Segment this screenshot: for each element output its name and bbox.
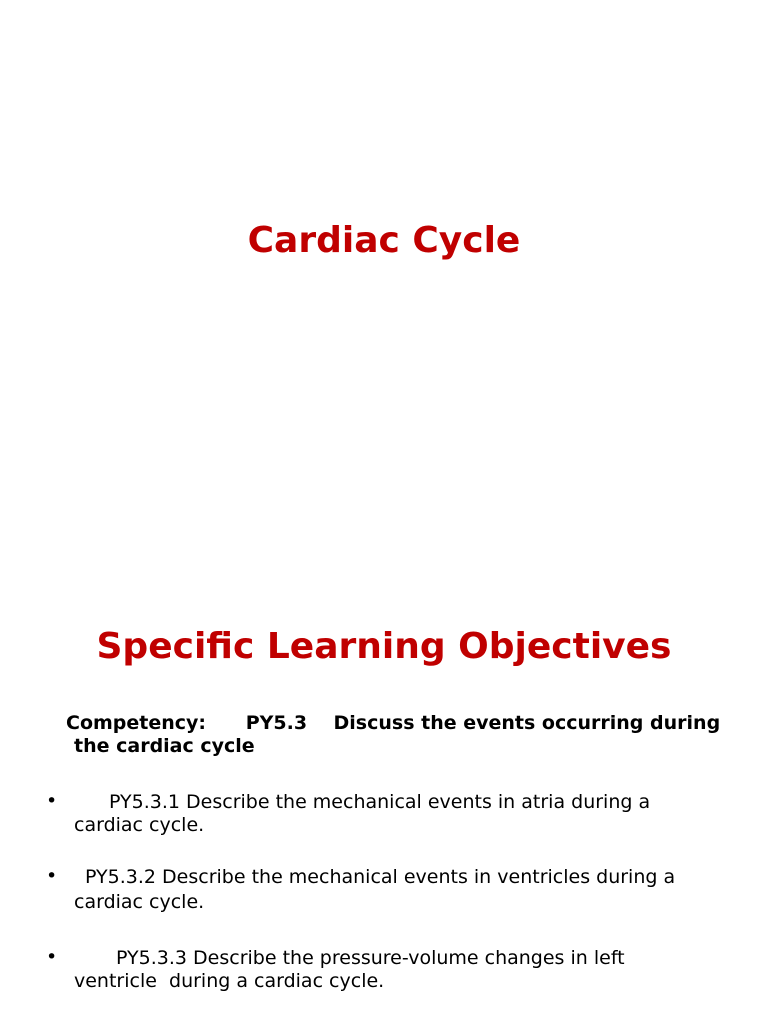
objective-line-1: PY5.3.3 Describe the pressure-volume changes in left [116, 947, 625, 969]
bullet-icon: • [46, 790, 58, 812]
section-heading: Specific Learning Objectives [96, 626, 672, 667]
slide-title: Cardiac Cycle [247, 220, 521, 261]
objective-line-1: PY5.3.2 Describe the mechanical events in ventricles during a [85, 866, 676, 888]
objective-line-2: ventricle during a cardiac cycle. [74, 970, 385, 992]
objective-line-2: cardiac cycle. [74, 891, 205, 913]
bullet-icon: • [46, 946, 58, 968]
competency-line-2: the cardiac cycle [74, 735, 255, 757]
objective-item [74, 791, 694, 837]
objective-item [74, 866, 694, 914]
competency-statement [66, 712, 721, 758]
objective-line-2: cardiac cycle. [74, 814, 205, 836]
objective-line-1: PY5.3.1 Describe the mechanical events in atria during a [109, 791, 651, 813]
bullet-icon: • [46, 865, 58, 887]
objective-item [74, 947, 694, 993]
competency-line-1: Competency: PY5.3 Discuss the events occurring during [66, 712, 721, 734]
